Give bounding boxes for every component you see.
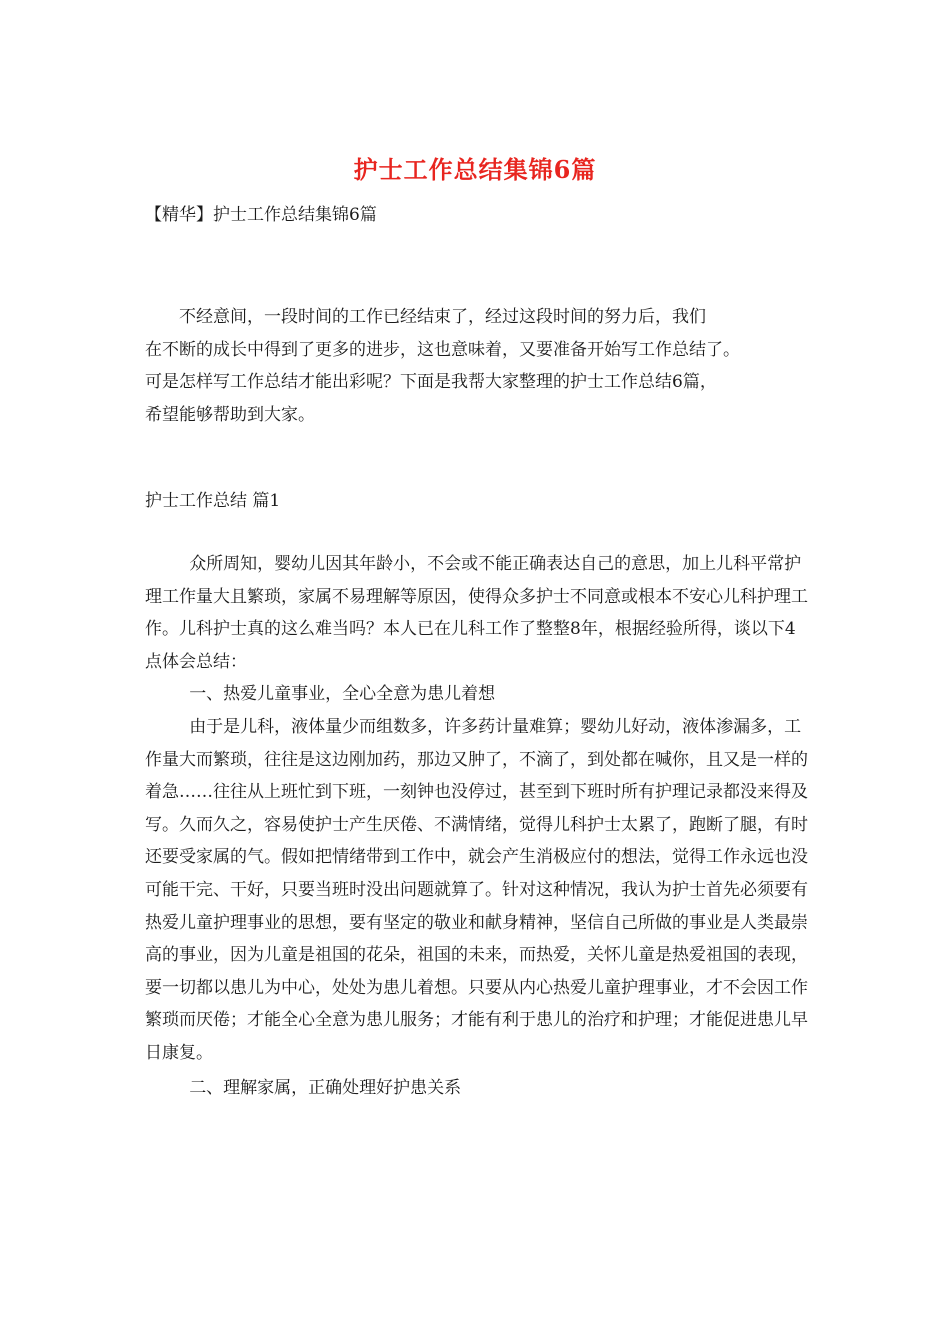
intro-line: 可是怎样写工作总结才能出彩呢？下面是我帮大家整理的护士工作总结6篇，: [145, 372, 717, 392]
section-heading: 护士工作总结 篇1: [145, 491, 281, 511]
body-paragraph: 由于是儿科，液体量少而组数多，许多药计量难算；婴幼儿好动，液体渗漏多，工作量大而繁琐，往往是这边刚加药，那边又肿了，不滴了，到处都在喊你，且又是一样的着急……往往从上班忙到下班，一刻钟也没停过，甚至到下班时所有护理记录都没来得及写。久而久之，容易使护士产生厌倦、不满情绪，觉得儿科护士太累了，跑断了腿，有时还要受家属的气。假如把情绪带到工作中，就会产生消极应付的想法，觉得工作永远也没可能干完、干好，只要当班时没出问题就算了。针对这种情况，我认为护士首先必须要有热爱儿童护理事业的思想，要有坚定的敬业和献身精神，坚信自己所做的事业是人类最崇高的事业，因为儿童是祖国的花朵，祖国的未来，而热爱，关怀儿童是热爱祖国的表现，要一切都以患儿为中心，处处为患儿着想。只要从内心热爱儿童护理事业，才不会因工作繁琐而厌倦；才能全心全意为患儿服务；才能有利于患儿的治疗和护理；才能促进患儿早日康复。: [145, 716, 808, 1063]
body-paragraph: 众所周知，婴幼儿因其年龄小，不会或不能正确表达自己的意思，加上儿科平常护理工作量大且繁琐，家属不易理解等原因，使得众多护士不同意或根本不安心儿科护理工作。儿科护士真的这么难当吗？本人已在儿科工作了整整8年，根据经验所得，谈以下4点体会总结：: [145, 554, 808, 672]
intro-paragraph: [145, 301, 810, 431]
document-title: 护士工作总结集锦6篇: [353, 155, 597, 184]
document-subtitle: 【精华】护士工作总结集锦6篇: [145, 205, 377, 225]
intro-line: 希望能够帮助到大家。: [145, 404, 315, 425]
intro-line: 在不断的成长中得到了更多的进步，这也意味着，又要准备开始写工作总结了。: [145, 339, 740, 360]
intro-line: 不经意间，一段时间的工作已经结束了，经过这段时间的努力后，我们: [145, 307, 706, 327]
section-body: [145, 548, 810, 1104]
point-heading: 二、理解家属，正确处理好护患关系: [189, 1077, 462, 1098]
point-heading: 一、热爱儿童事业，全心全意为患儿着想: [189, 684, 496, 705]
